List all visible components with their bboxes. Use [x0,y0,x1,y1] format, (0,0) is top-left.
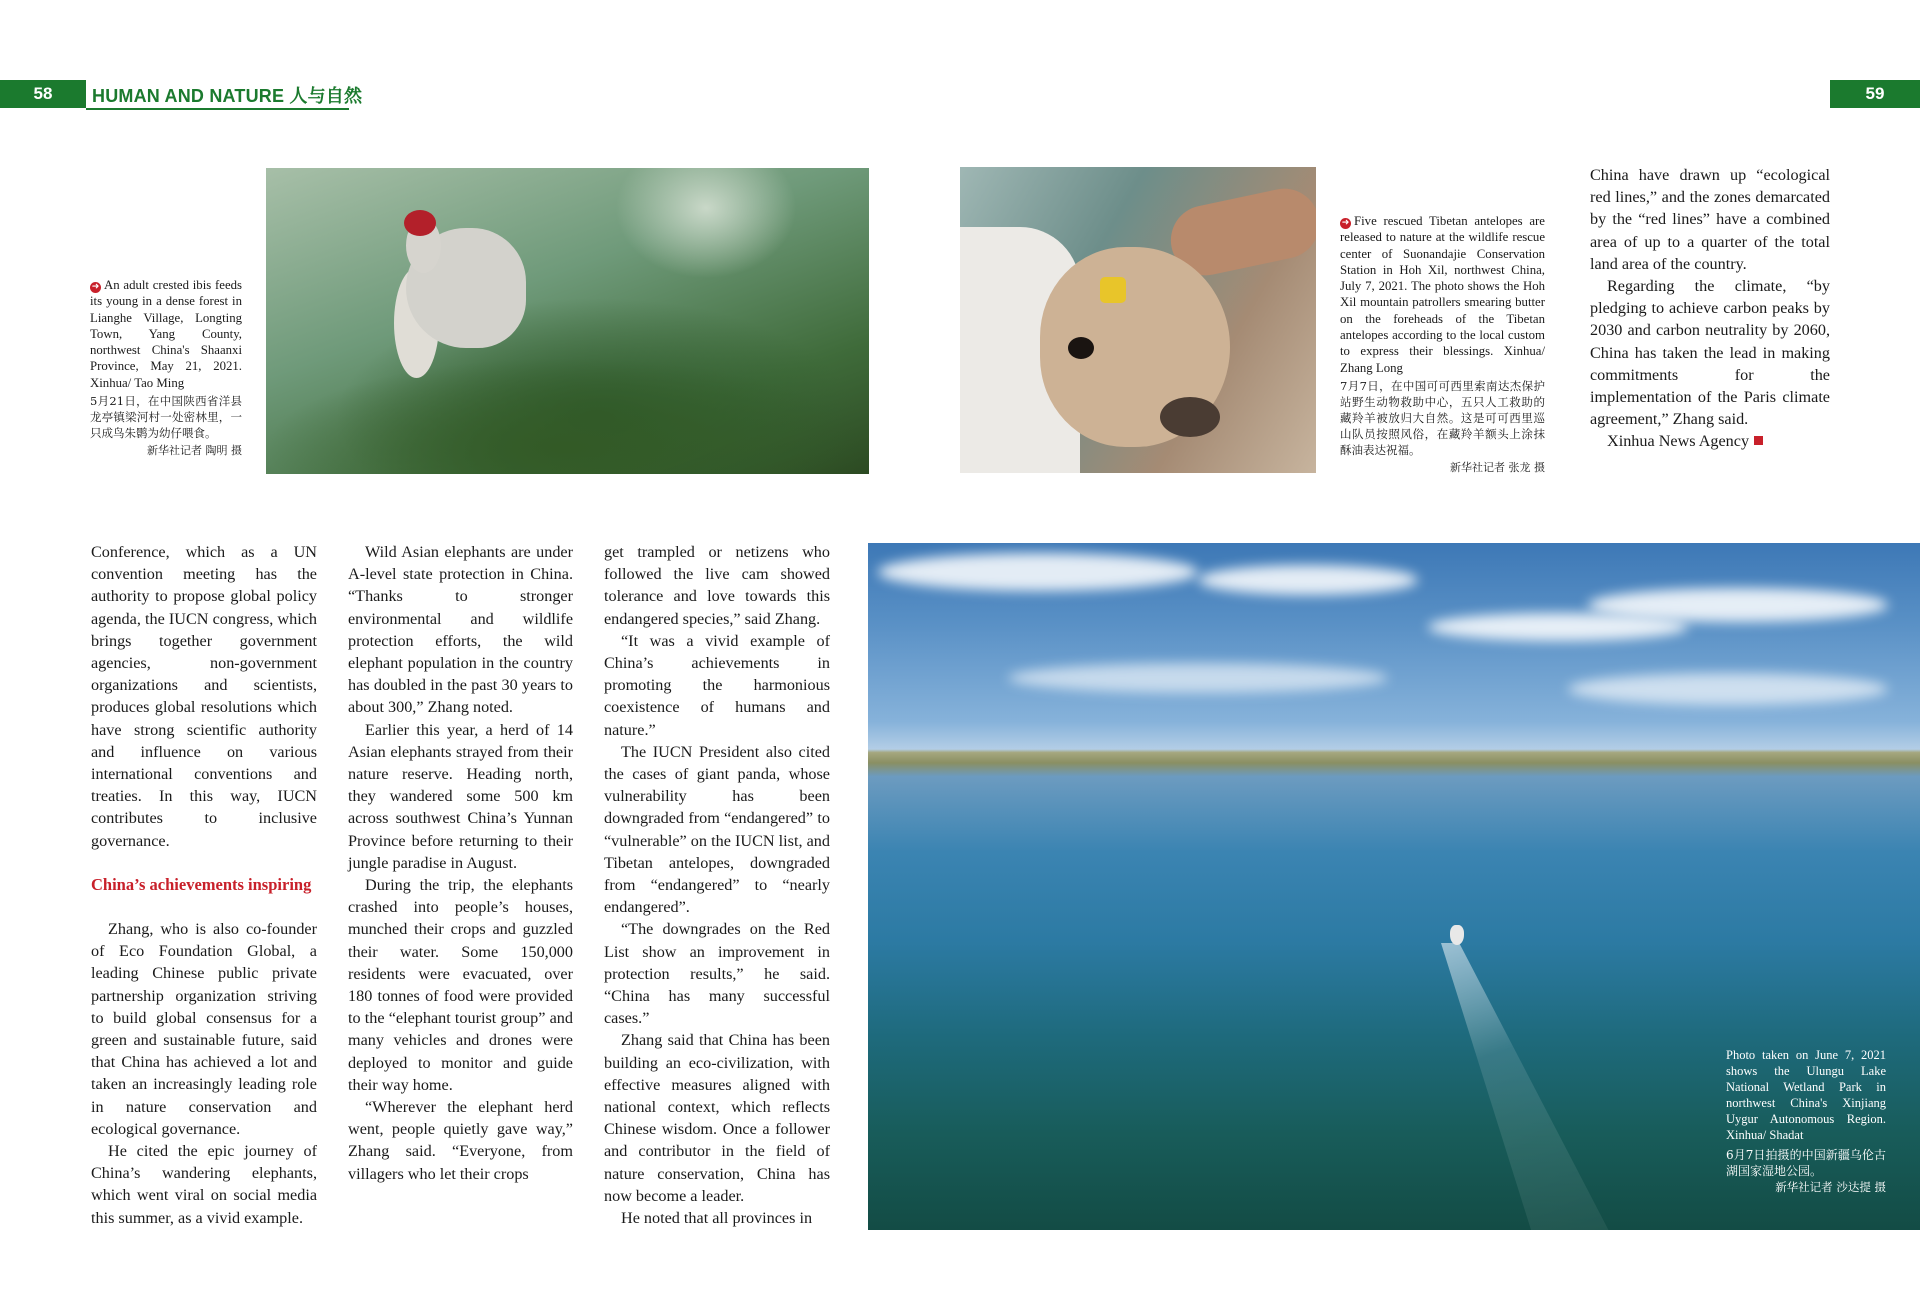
end-mark-icon [1754,436,1763,445]
paragraph: The IUCN President also cited the cases of giant panda, whose vulnerability has been downgraded from “endangered” to “vulnerable” on the IUCN list, and Tibetan antelopes, downgraded from “endangered” to “nearly endangered”. [604,742,830,917]
ulungu-lake-photo [868,543,1920,1230]
paragraph: “Wherever the elephant herd went, people quietly gave way,” Zhang said. “Everyone, from villagers who let their crops [348,1098,573,1183]
ibis-caption-credit: 新华社记者 陶明 摄 [147,444,242,458]
agency-name: Xinhua News Agency [1607,432,1750,451]
cloud [1198,565,1418,595]
boat [1450,925,1464,945]
section-title-cn: 人与自然 [289,86,363,107]
paragraph: He noted that all provinces in [621,1209,813,1228]
cloud [1568,673,1888,705]
pine-foliage [266,308,869,474]
paragraph: Conference, which as a UN convention meeting has the authority to propose global policy agenda, the IUCN congress, which brings together government agencies, non-government organizations and scientists, produces global resolutions which have strong scientific authority and influence on various international conventions and treaties. In this way, IUCN contributes to inclusive governance. [91,543,317,850]
right-top-column [1590,164,1830,453]
antelope-nose [1160,397,1220,437]
paragraph: During the trip, the elephants crashed into people’s houses, munched their crops and guzzled their water. Some 150,000 residents were evacuated, over 180 tonnes of food were provided to the “elephant tourist group” and many vehicles and drones were deployed to monitor and guide their way home. [348,876,573,1094]
right-page-number: 59 [1830,80,1920,108]
tibetan-antelope-photo [960,167,1316,473]
boat-wake [1428,943,1688,1230]
article-column-2 [348,541,573,1185]
crested-ibis-photo [266,168,869,474]
lake-caption-en: Photo taken on June 7, 2021 shows the Ulungu Lake National Wetland Park in northwest China's Xinjiang Uygur Autonomous Region. Xinhua/ Shadat [1726,1048,1886,1142]
paragraph: Zhang, who is also co-founder of Eco Foundation Global, a leading Chinese public private partnership organization striving to build global consensus for a green and sustainable future, said that China has achieved a lot and taken an increasingly leading role in nature conservation and ecological governance. [91,920,317,1138]
cloud [1008,663,1388,693]
paragraph: Regarding the climate, “by pledging to achieve carbon peaks by 2030 and carbon neutrality by 2060, China has taken the lead in making commitments for the implementation of the Paris climate agreement,” Zhang said. [1590,277,1830,429]
paragraph: “It was a vivid example of China’s achievements in promoting the harmonious coexistence of humans and nature.” [604,631,830,739]
cloud [878,553,1198,591]
section-title [92,82,362,108]
article-column-3 [604,541,830,1229]
paragraph: “The downgrades on the Red List show an improvement in protection results,” he said. “China has many successful cases.” [604,920,830,1028]
ibis-caption-en: An adult crested ibis feeds its young in a dense forest in Lianghe Village, Longting Town, Yang County, northwest China's Shaanxi Province, May 21, 2021. Xinhua/ Tao Ming [90,278,242,390]
lake-caption [1726,1047,1886,1195]
agency-credit [1590,430,1830,452]
antelope-caption-credit: 新华社记者 张龙 摄 [1450,460,1545,474]
paragraph: get trampled or netizens who followed the live cam showed tolerance and love towards this endangered species,” said Zhang. [604,543,830,628]
ibis-head [404,210,436,236]
paragraph: He cited the epic journey of China’s wandering elephants, which went viral on social media this summer, as a vivid example. [91,1142,317,1227]
paragraph: Earlier this year, a herd of 14 Asian elephants strayed from their nature reserve. Heading north, they wandered some 500 km across southwest China’s Yunnan Province before returning to their jungle paradise in August. [348,720,573,872]
arrow-left-icon: ➜ [1341,218,1350,228]
paragraph: Zhang said that China has been building an eco-civilization, with effective measures aligned with national context, which reflects Chinese wisdom. Once a follower and contributor in the field of nature conservation, China has now become a leader. [604,1031,830,1205]
section-title-en: HUMAN AND NATURE [92,86,285,106]
left-page-number: 58 [0,80,86,108]
subheading: China’s achievements inspiring [91,874,312,894]
paragraph: China have drawn up “ecological red lines,” and the zones demarcated by the “red lines” have a combined area of up to a quarter of the total land area of the country. [1590,166,1830,273]
header-rule [86,108,349,110]
antelope-caption-en: Five rescued Tibetan antelopes are released to nature at the wildlife rescue center of Suonandajie Conservation Station in Hoh Xil, northwest China, July 7, 2021. The photo shows the Hoh Xil mountain patrollers smearing butter on the foreheads of the Tibetan antelopes according to the local custom to express their blessings. Xinhua/ Zhang Long [1340,214,1545,375]
article-column-1 [91,541,317,1229]
antelope-eye [1068,337,1094,359]
antelope-caption [1340,213,1545,476]
antelope-caption-cn: 7月7日，在中国可可西里索南达杰保护站野生动物救助中心，五只人工救助的藏羚羊被放归大自然。这是可可西里巡山队员按照风俗，在藏羚羊额头上涂抹酥油表达祝福。 [1340,378,1545,457]
cloud [1428,613,1688,641]
lake-caption-credit: 新华社记者 沙达提 摄 [1775,1180,1886,1194]
ear-tag [1100,277,1126,303]
ibis-caption [90,277,242,459]
paragraph: Wild Asian elephants are under A-level state protection in China. “Thanks to stronger environmental and wildlife protection efforts, the wild elephant population in the country has doubled in the past 30 years to about 300,” Zhang noted. [348,543,573,717]
lake-caption-cn: 6月7日拍摄的中国新疆乌伦古湖国家湿地公园。 [1726,1148,1886,1178]
ibis-caption-cn: 5月21日，在中国陕西省洋县龙亭镇梁河村一处密林里，一只成鸟朱鹮为幼仔喂食。 [90,394,242,441]
arrow-right-icon: ➜ [91,282,100,292]
